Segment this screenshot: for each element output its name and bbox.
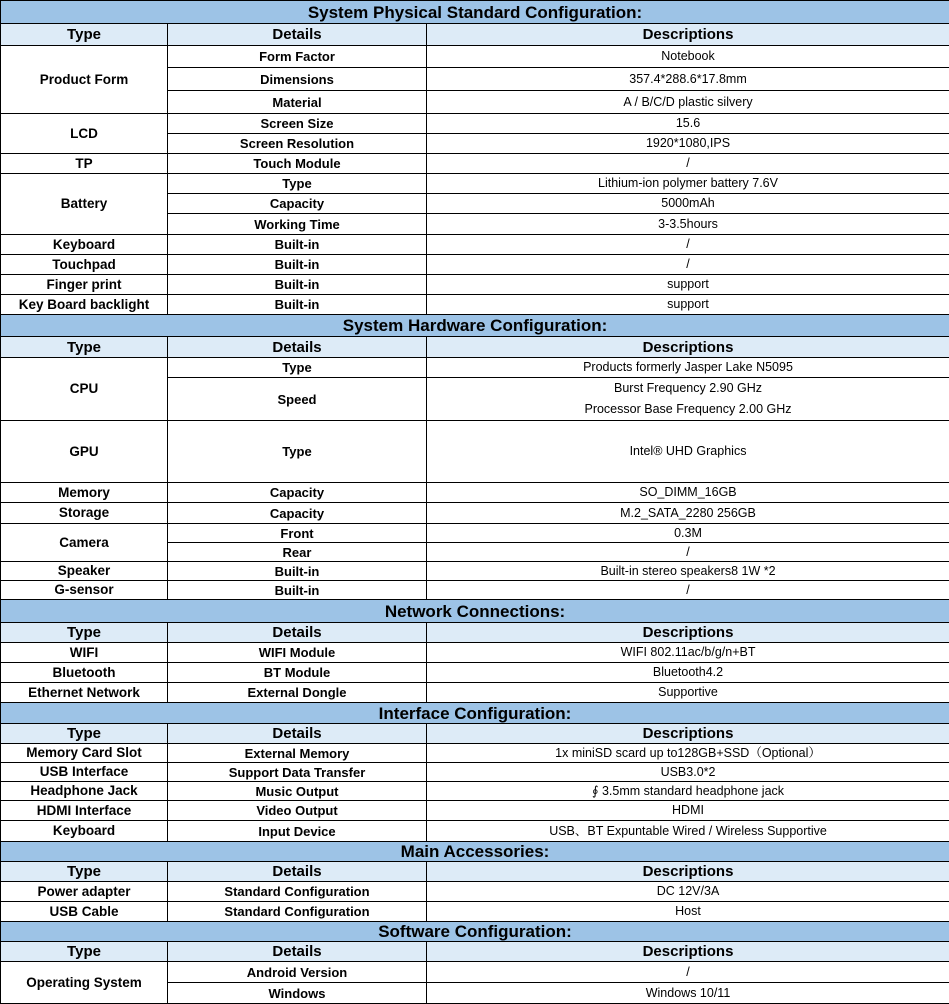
header-details: Details	[168, 337, 427, 358]
description-line: Processor Base Frequency 2.00 GHz	[429, 399, 947, 420]
type-cell: Product Form	[1, 46, 168, 114]
header-descriptions: Descriptions	[427, 942, 949, 962]
description-cell: 15.6	[427, 114, 949, 134]
detail-cell: Built-in	[168, 235, 427, 255]
section-title-interface: Interface Configuration:	[1, 703, 949, 724]
description-cell: A / B/C/D plastic silvery	[427, 91, 949, 114]
detail-cell: Capacity	[168, 194, 427, 214]
detail-cell: Screen Size	[168, 114, 427, 134]
detail-cell: Capacity	[168, 483, 427, 503]
description-cell: support	[427, 295, 949, 315]
header-details: Details	[168, 942, 427, 962]
description-cell: 5000mAh	[427, 194, 949, 214]
detail-cell: Built-in	[168, 255, 427, 275]
detail-cell: Screen Resolution	[168, 134, 427, 154]
detail-cell: Input Device	[168, 821, 427, 842]
header-type: Type	[1, 24, 168, 46]
detail-cell: Android Version	[168, 962, 427, 983]
type-cell: USB Cable	[1, 902, 168, 922]
detail-cell: BT Module	[168, 663, 427, 683]
type-cell: Key Board backlight	[1, 295, 168, 315]
type-cell: Bluetooth	[1, 663, 168, 683]
type-cell: GPU	[1, 421, 168, 483]
header-details: Details	[168, 862, 427, 882]
description-cell: Supportive	[427, 683, 949, 703]
description-cell	[427, 378, 949, 421]
header-descriptions: Descriptions	[427, 862, 949, 882]
detail-cell: Built-in	[168, 275, 427, 295]
description-cell: USB、BT Expuntable Wired / Wireless Supportive	[427, 821, 949, 842]
header-type: Type	[1, 724, 168, 744]
description-cell: /	[427, 255, 949, 275]
detail-cell: Material	[168, 91, 427, 114]
detail-cell: Rear	[168, 543, 427, 562]
description-cell: Built-in stereo speakers8 1W *2	[427, 562, 949, 581]
header-descriptions: Descriptions	[427, 337, 949, 358]
header-descriptions: Descriptions	[427, 24, 949, 46]
detail-cell: Built-in	[168, 562, 427, 581]
description-cell: USB3.0*2	[427, 763, 949, 782]
detail-cell: Front	[168, 524, 427, 543]
description-cell: /	[427, 235, 949, 255]
detail-cell: Form Factor	[168, 46, 427, 68]
type-cell: Camera	[1, 524, 168, 562]
header-details: Details	[168, 724, 427, 744]
type-cell: USB Interface	[1, 763, 168, 782]
type-cell: Power adapter	[1, 882, 168, 902]
type-cell: Headphone Jack	[1, 782, 168, 801]
description-cell: /	[427, 543, 949, 562]
section-title-hardware: System Hardware Configuration:	[1, 315, 949, 337]
description-cell: 357.4*288.6*17.8mm	[427, 68, 949, 91]
description-cell: SO_DIMM_16GB	[427, 483, 949, 503]
type-cell: Storage	[1, 503, 168, 524]
detail-cell: Capacity	[168, 503, 427, 524]
section-title-network: Network Connections:	[1, 600, 949, 623]
detail-cell: Type	[168, 421, 427, 483]
header-type: Type	[1, 942, 168, 962]
detail-cell: Standard Configuration	[168, 902, 427, 922]
header-type: Type	[1, 862, 168, 882]
detail-cell: Video Output	[168, 801, 427, 821]
description-cell: Lithium-ion polymer battery 7.6V	[427, 174, 949, 194]
detail-cell: Built-in	[168, 581, 427, 600]
description-cell: support	[427, 275, 949, 295]
detail-cell: WIFI Module	[168, 643, 427, 663]
detail-cell: Windows	[168, 983, 427, 1004]
detail-cell: Type	[168, 174, 427, 194]
description-cell: 1920*1080,IPS	[427, 134, 949, 154]
description-cell: 0.3M	[427, 524, 949, 543]
type-cell: Ethernet Network	[1, 683, 168, 703]
type-cell: Keyboard	[1, 821, 168, 842]
header-descriptions: Descriptions	[427, 623, 949, 643]
section-title-software: Software Configuration:	[1, 922, 949, 942]
description-cell: /	[427, 581, 949, 600]
detail-cell: Support Data Transfer	[168, 763, 427, 782]
header-type: Type	[1, 623, 168, 643]
type-cell: G-sensor	[1, 581, 168, 600]
type-cell: Speaker	[1, 562, 168, 581]
header-descriptions: Descriptions	[427, 724, 949, 744]
detail-cell: Standard Configuration	[168, 882, 427, 902]
description-cell: /	[427, 154, 949, 174]
type-cell: Operating System	[1, 962, 168, 1004]
type-cell: CPU	[1, 358, 168, 421]
type-cell: Finger print	[1, 275, 168, 295]
description-cell: DC 12V/3A	[427, 882, 949, 902]
detail-cell: Speed	[168, 378, 427, 421]
detail-cell: Working Time	[168, 214, 427, 235]
detail-cell: External Dongle	[168, 683, 427, 703]
description-cell: HDMI	[427, 801, 949, 821]
type-cell: Keyboard	[1, 235, 168, 255]
description-cell: M.2_SATA_2280 256GB	[427, 503, 949, 524]
type-cell: WIFI	[1, 643, 168, 663]
description-cell: Host	[427, 902, 949, 922]
type-cell: Memory Card Slot	[1, 744, 168, 763]
section-title-accessories: Main Accessories:	[1, 842, 949, 862]
description-cell: /	[427, 962, 949, 983]
description-line: Burst Frequency 2.90 GHz	[429, 378, 947, 399]
description-cell: Bluetooth4.2	[427, 663, 949, 683]
header-details: Details	[168, 623, 427, 643]
description-cell: Windows 10/11	[427, 983, 949, 1004]
description-cell: Products formerly Jasper Lake N5095	[427, 358, 949, 378]
section-title-physical: System Physical Standard Configuration:	[1, 1, 949, 24]
header-details: Details	[168, 24, 427, 46]
detail-cell: Music Output	[168, 782, 427, 801]
detail-cell: Touch Module	[168, 154, 427, 174]
type-cell: Memory	[1, 483, 168, 503]
description-cell: WIFI 802.11ac/b/g/n+BT	[427, 643, 949, 663]
type-cell: Battery	[1, 174, 168, 235]
description-cell: Intel® UHD Graphics	[427, 421, 949, 483]
type-cell: Touchpad	[1, 255, 168, 275]
type-cell: HDMI Interface	[1, 801, 168, 821]
description-cell: Notebook	[427, 46, 949, 68]
detail-cell: Type	[168, 358, 427, 378]
header-type: Type	[1, 337, 168, 358]
type-cell: LCD	[1, 114, 168, 154]
detail-cell: Dimensions	[168, 68, 427, 91]
type-cell: TP	[1, 154, 168, 174]
description-cell: 1x miniSD scard up to128GB+SSD（Optional）	[427, 744, 949, 763]
detail-cell: Built-in	[168, 295, 427, 315]
description-cell: ∮ 3.5mm standard headphone jack	[427, 782, 949, 801]
description-cell: 3-3.5hours	[427, 214, 949, 235]
detail-cell: External Memory	[168, 744, 427, 763]
